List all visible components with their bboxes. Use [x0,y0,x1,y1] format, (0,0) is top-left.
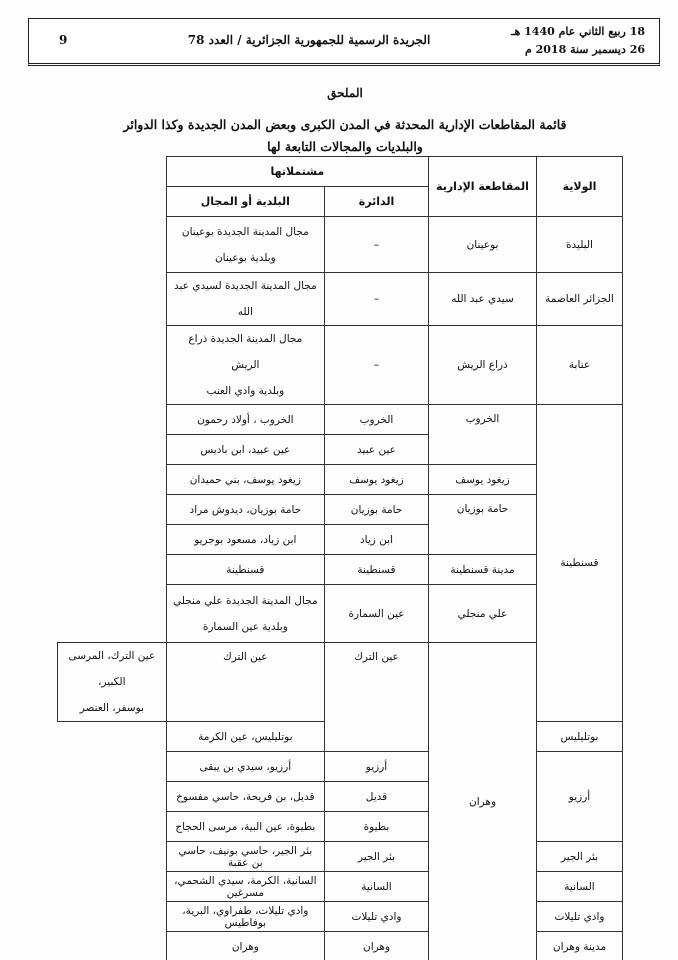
commune-line: وبلدية وادي العنب [206,385,285,397]
cell-commune: أرزيو، سيدي بن يبقى [166,752,324,782]
header-commune: البلدية أو المجال [166,187,324,217]
cell-daira: زيغود يوسف [325,465,429,495]
table-row [58,217,623,273]
header-daira: الدائرة [325,187,429,217]
cell-commune: السانية، الكرمة، سيدي الشحمي، مسرغين [166,872,324,902]
cell-commune [166,585,324,643]
cell-commune: بوتليليس، عين الكرمة [166,722,324,752]
header-district: المقاطعة الإدارية [429,157,537,217]
cell-wilaya: وهران [429,643,537,960]
cell-district: السانية [537,872,623,902]
title-line-2: والبلديات والمجالات التابعة لها [267,139,423,154]
cell-commune [166,326,324,405]
cell-district: سيدي عبد الله [429,273,537,326]
cell-district: حامة بوزيان [429,495,537,555]
cell-daira: قديل [325,782,429,812]
commune-line: مجال المدينة الجديدة ذراع الريش [188,333,303,371]
header-contents: مشتملاتها [166,157,428,187]
commune-line: مجال المدينة الجديدة بوعينان [181,225,309,238]
cell-daira: الخروب [325,405,429,435]
page-header [28,18,660,66]
cell-district: بوعينان [429,217,537,273]
commune-line: مجال المدينة الجديدة علي منجلي [173,594,318,607]
cell-district: مدينة قسنطينة [429,555,537,585]
cell-daira: – [325,326,429,405]
cell-commune: الخروب ، أولاد رحمون [166,405,324,435]
cell-commune: عين عبيد، ابن باديس [166,435,324,465]
table-row [58,872,623,902]
table-row [58,842,623,872]
document-title-block [40,86,650,158]
date-hijri: 18 ربيع الثاني عام 1440 هـ [511,25,645,38]
table-row [58,902,623,932]
cell-wilaya: الجزائر العاصمة [537,273,623,326]
commune-line: بوسفر، العنصر [79,702,144,714]
cell-district: أرزيو [537,752,623,842]
header-wilaya: الولاية [537,157,623,217]
cell-district: بئر الجير [537,842,623,872]
cell-daira: بطيوة [325,812,429,842]
districts-table [57,156,623,960]
table-row [58,273,623,326]
cell-commune: وادي تليلات، طفراوي، البرية، بوفاطيس [166,902,324,932]
cell-wilaya: البليدة [537,217,623,273]
date-gregorian: 26 ديسمبر سنة 2018 م [524,43,645,56]
cell-daira: حامة بوزيان [325,495,429,525]
cell-district: عين الترك [325,643,429,752]
cell-district: وادي تليلات [537,902,623,932]
cell-daira: – [325,217,429,273]
annex-heading: الملحق [327,86,363,100]
table-row [58,932,623,960]
cell-commune: بئر الجير، حاسي بونيف، حاسي بن عقبة [166,842,324,872]
cell-commune [58,643,167,722]
cell-daira: أرزيو [325,752,429,782]
cell-district: ذراع الريش [429,326,537,405]
cell-daira: – [325,273,429,326]
cell-daira: السانية [325,872,429,902]
cell-daira: وادي تليلات [325,902,429,932]
cell-district: الخروب [429,405,537,465]
commune-line: وبلدية بوعينان [214,251,276,264]
cell-district: علي منجلي [429,585,537,643]
cell-commune: قديل، بن فريحة، حاسي مفسوخ [166,782,324,812]
page-number: 9 [59,33,68,47]
cell-commune: مجال المدينة الجديدة لسيدي عبد الله [166,273,324,326]
cell-commune: حامة بوزيان، ديدوش مراد [166,495,324,525]
table-row [58,326,623,405]
cell-commune [166,217,324,273]
cell-daira: وهران [325,932,429,960]
cell-wilaya: قسنطينة [537,405,623,722]
table-row [58,405,623,435]
cell-commune: وهران [166,932,324,960]
cell-commune: قسنطينة [166,555,324,585]
table-row [58,752,623,782]
journal-title: الجريدة الرسمية للجمهورية الجزائرية / العدد 78 [187,33,431,47]
cell-daira: عين عبيد [325,435,429,465]
cell-district: زيغود يوسف [429,465,537,495]
cell-wilaya: عنابة [537,326,623,405]
cell-daira: عين السمارة [325,585,429,643]
cell-daira: قسنطينة [325,555,429,585]
title-line-1: قائمة المقاطعات الإدارية المحدثة في المدن الكبرى وبعض المدن الجديدة وكذا الدوائر [123,117,567,132]
cell-daira: بوتليليس [537,722,623,752]
commune-line: وبلدية عين السمارة [202,620,288,633]
cell-daira: بئر الجير [325,842,429,872]
cell-district: مدينة وهران [537,932,623,960]
commune-line: عين الترك، المرسى الكبير، [68,650,156,688]
cell-commune: زيغود يوسف، بني حميدان [166,465,324,495]
cell-commune: بطيوة، عين البية، مرسى الحجاج [166,812,324,842]
cell-daira: عين الترك [166,643,324,722]
cell-daira: ابن زياد [325,525,429,555]
cell-commune: ابن زياد، مسعود بوجريو [166,525,324,555]
